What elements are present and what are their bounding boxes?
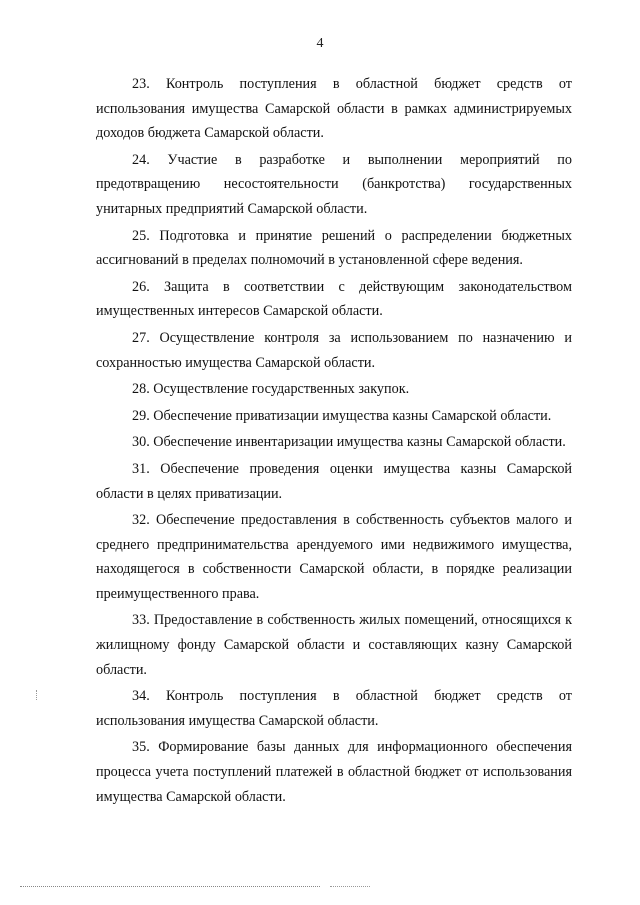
paragraph-24: 24. Участие в разработке и выполнении мероприятий по предотвращению несостоятельности (банкротства) государственных унитарных предприятий Самарской области.	[96, 151, 572, 217]
paragraph-25: 25. Подготовка и принятие решений о распределении бюджетных ассигнований в пределах полномочий в установленной сфере ведения.	[96, 227, 572, 269]
paragraph-30: 30. Обеспечение инвентаризации имущества казны Самарской области.	[132, 434, 566, 451]
paragraph-23: 23. Контроль поступления в областной бюджет средств от использования имущества Самарской области в рамках администрируемых доходов бюджета Самарской области.	[96, 76, 572, 142]
paragraph-26: 26. Защита в соответствии с действующим законодательством имущественных интересов Самарской области.	[96, 278, 572, 320]
paragraph-35: 35. Формирование базы данных для информационного обеспечения процесса учета поступлений платежей в областной бюджет от использования имущества Самарской области.	[96, 739, 572, 805]
paragraph-28: 28. Осуществление государственных закупок.	[132, 381, 410, 398]
paragraph-29: 29. Обеспечение приватизации имущества казны Самарской области.	[132, 407, 552, 424]
paragraph-31: 31. Обеспечение проведения оценки имущества казны Самарской области в целях приватизации.	[96, 460, 572, 502]
bottom-scan-line	[20, 886, 320, 887]
bottom-scan-line-fragment	[330, 886, 370, 887]
paragraph-27: 27. Осуществление контроля за использованием по назначению и сохранностью имущества Самарской области.	[96, 329, 572, 371]
paragraph-33: 33. Предоставление в собственность жилых помещений, относящихся к жилищному фонду Самарской области и составляющих казну Самарской области.	[96, 612, 572, 678]
paragraph-32: 32. Обеспечение предоставления в собственность субъектов малого и среднего предпринимательства арендуемого ими недвижимого имущества, находящегося в собственности Самарской области, в порядке реализации преимущественного права.	[96, 512, 572, 602]
paragraph-34: 34. Контроль поступления в областной бюджет средств от использования имущества Самарской области.	[96, 688, 572, 729]
document-body	[96, 72, 572, 809]
scan-artifact-mark	[36, 690, 39, 700]
page-number: 4	[316, 36, 324, 51]
